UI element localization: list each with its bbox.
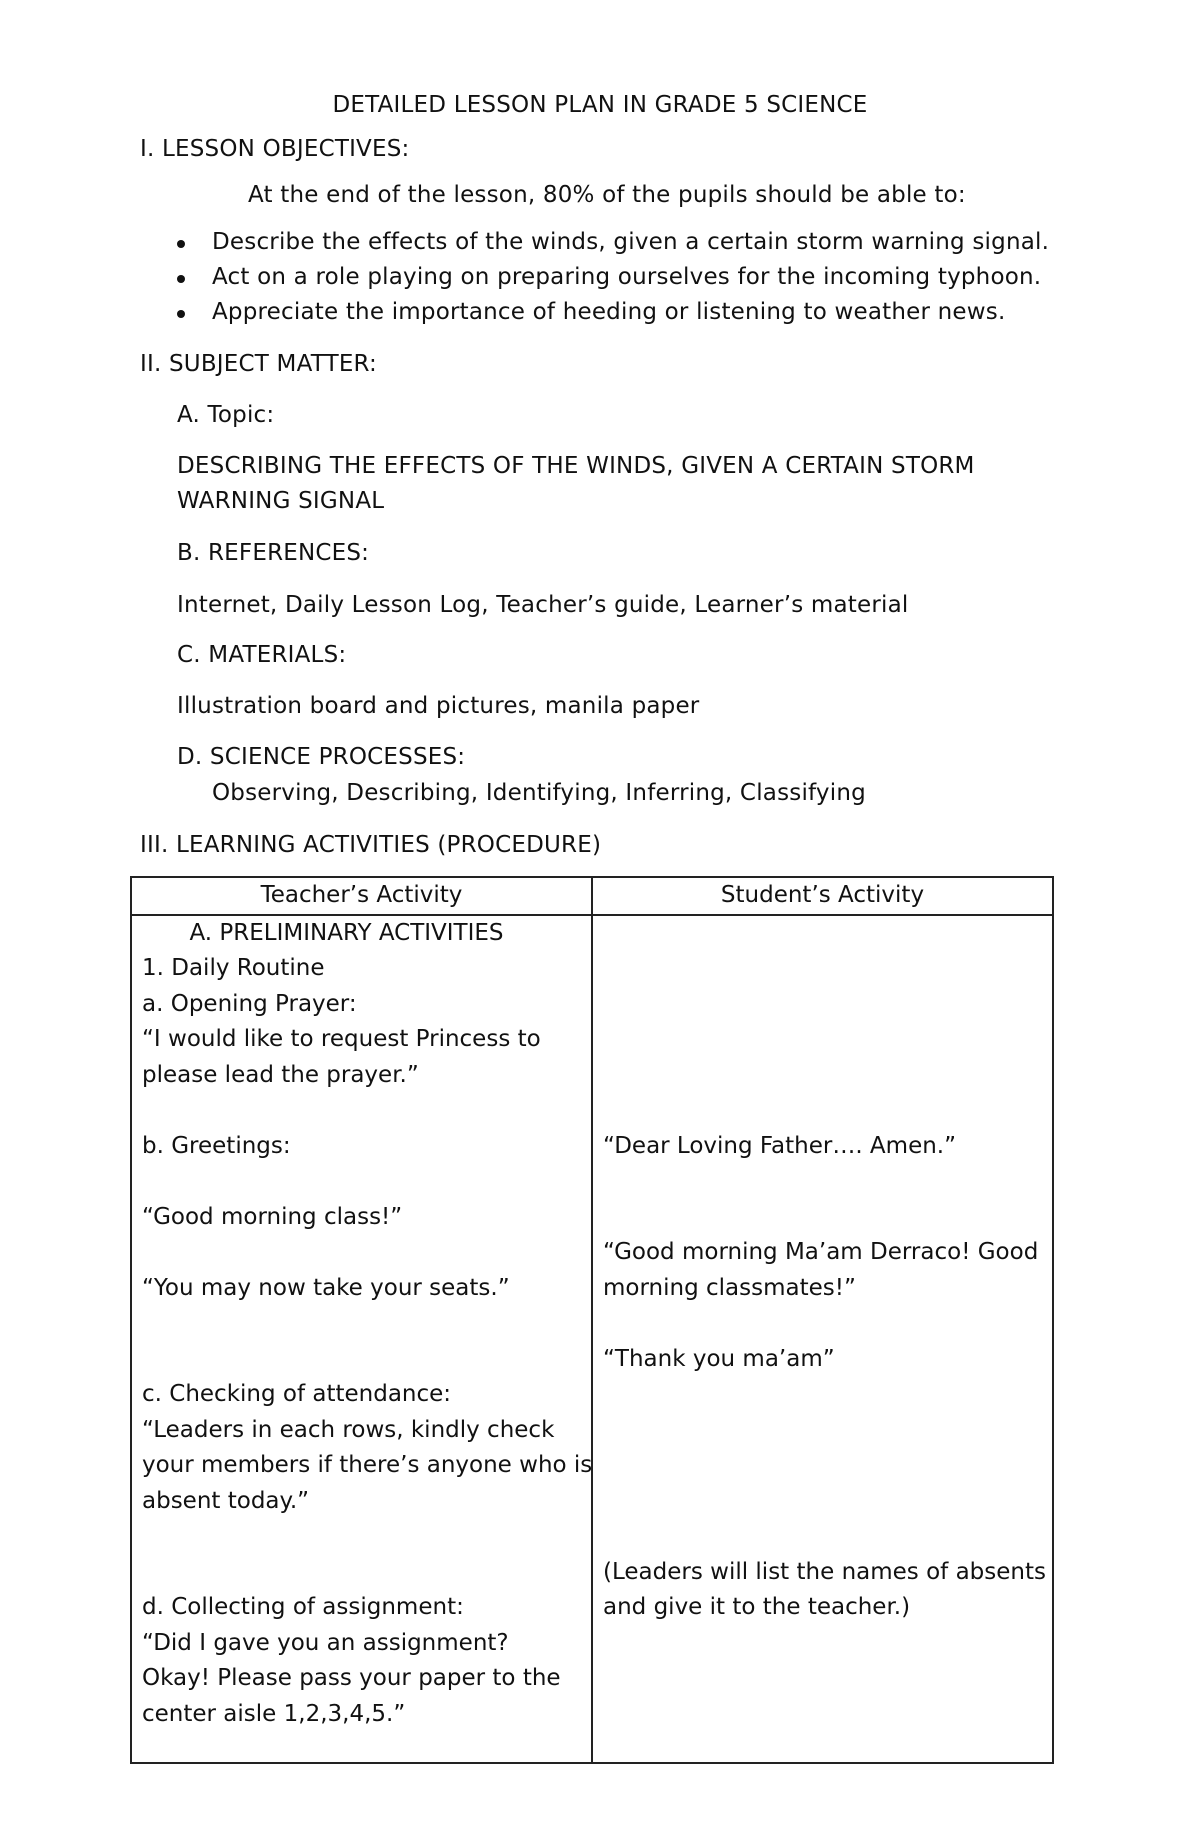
attendance-line-1: “Leaders in each rows, kindly check (142, 1416, 555, 1443)
objectives-heading: I. LESSON OBJECTIVES: (140, 136, 410, 162)
student-column-header: Student’s Activity (592, 877, 1053, 915)
objective-item-2: Act on a role playing on preparing ourselves for the incoming typhoon. (212, 264, 1042, 290)
materials-text: Illustration board and pictures, manila paper (177, 693, 700, 719)
attendance-line-3: absent today.” (142, 1487, 310, 1514)
processes-label: D. SCIENCE PROCESSES: (177, 744, 466, 770)
activities-heading: III. LEARNING ACTIVITIES (PROCEDURE) (140, 832, 602, 858)
table-row (131, 915, 1053, 1763)
bullet-icon (177, 240, 185, 248)
references-label: B. REFERENCES: (177, 540, 370, 566)
teacher-activity-cell (131, 915, 592, 1763)
materials-label: C. MATERIALS: (177, 642, 347, 668)
take-seats-text: “You may now take your seats.” (142, 1274, 510, 1301)
greetings-label: b. Greetings: (142, 1132, 291, 1159)
student-leaders-line-1: (Leaders will list the names of absents (603, 1558, 1046, 1585)
activities-table (130, 876, 1054, 1764)
student-activity-cell (592, 915, 1053, 1763)
student-greeting-line-1: “Good morning Ma’am Derraco! Good (603, 1239, 1039, 1265)
prayer-request-line-2: please lead the prayer.” (142, 1061, 419, 1088)
opening-prayer-label: a. Opening Prayer: (142, 990, 357, 1017)
student-greeting-line-2: morning classmates!” (603, 1274, 856, 1301)
topic-text-line-1: DESCRIBING THE EFFECTS OF THE WINDS, GIVEN A CERTAIN STORM (177, 453, 975, 479)
table-header-row (131, 877, 1053, 915)
student-leaders-line-2: and give it to the teacher.) (603, 1594, 911, 1620)
processes-text: Observing, Describing, Identifying, Inferring, Classifying (212, 780, 866, 806)
prayer-request-line-1: “I would like to request Princess to (142, 1026, 541, 1052)
student-prayer-text: “Dear Loving Father…. Amen.” (603, 1132, 957, 1159)
document-title: DETAILED LESSON PLAN IN GRADE 5 SCIENCE (332, 92, 868, 118)
assignment-line-1: “Did I gave you an assignment? (142, 1629, 509, 1656)
assignment-line-3: center aisle 1,2,3,4,5.” (142, 1700, 406, 1727)
assignment-line-2: Okay! Please pass your paper to the (142, 1665, 561, 1691)
preliminary-activities-heading: A. PRELIMINARY ACTIVITIES (189, 919, 504, 946)
objective-item-3: Appreciate the importance of heeding or listening to weather news. (212, 299, 1006, 325)
attendance-line-2: your members if there’s anyone who is (142, 1452, 593, 1478)
student-thanks-text: “Thank you ma’am” (603, 1345, 835, 1372)
references-text: Internet, Daily Lesson Log, Teacher’s guide, Learner’s material (177, 592, 909, 618)
teacher-column-header: Teacher’s Activity (131, 877, 592, 915)
assignment-label: d. Collecting of assignment: (142, 1594, 464, 1620)
topic-text-line-2: WARNING SIGNAL (177, 488, 385, 514)
objectives-intro: At the end of the lesson, 80% of the pupils should be able to: (248, 182, 966, 208)
bullet-icon (177, 275, 185, 283)
daily-routine-label: 1. Daily Routine (142, 955, 325, 981)
bullet-icon (177, 310, 185, 318)
objective-item-1: Describe the effects of the winds, given a certain storm warning signal. (212, 229, 1050, 255)
subject-matter-heading: II. SUBJECT MATTER: (140, 351, 377, 377)
topic-label: A. Topic: (177, 402, 275, 428)
good-morning-text: “Good morning class!” (142, 1203, 403, 1230)
attendance-label: c. Checking of attendance: (142, 1381, 452, 1407)
